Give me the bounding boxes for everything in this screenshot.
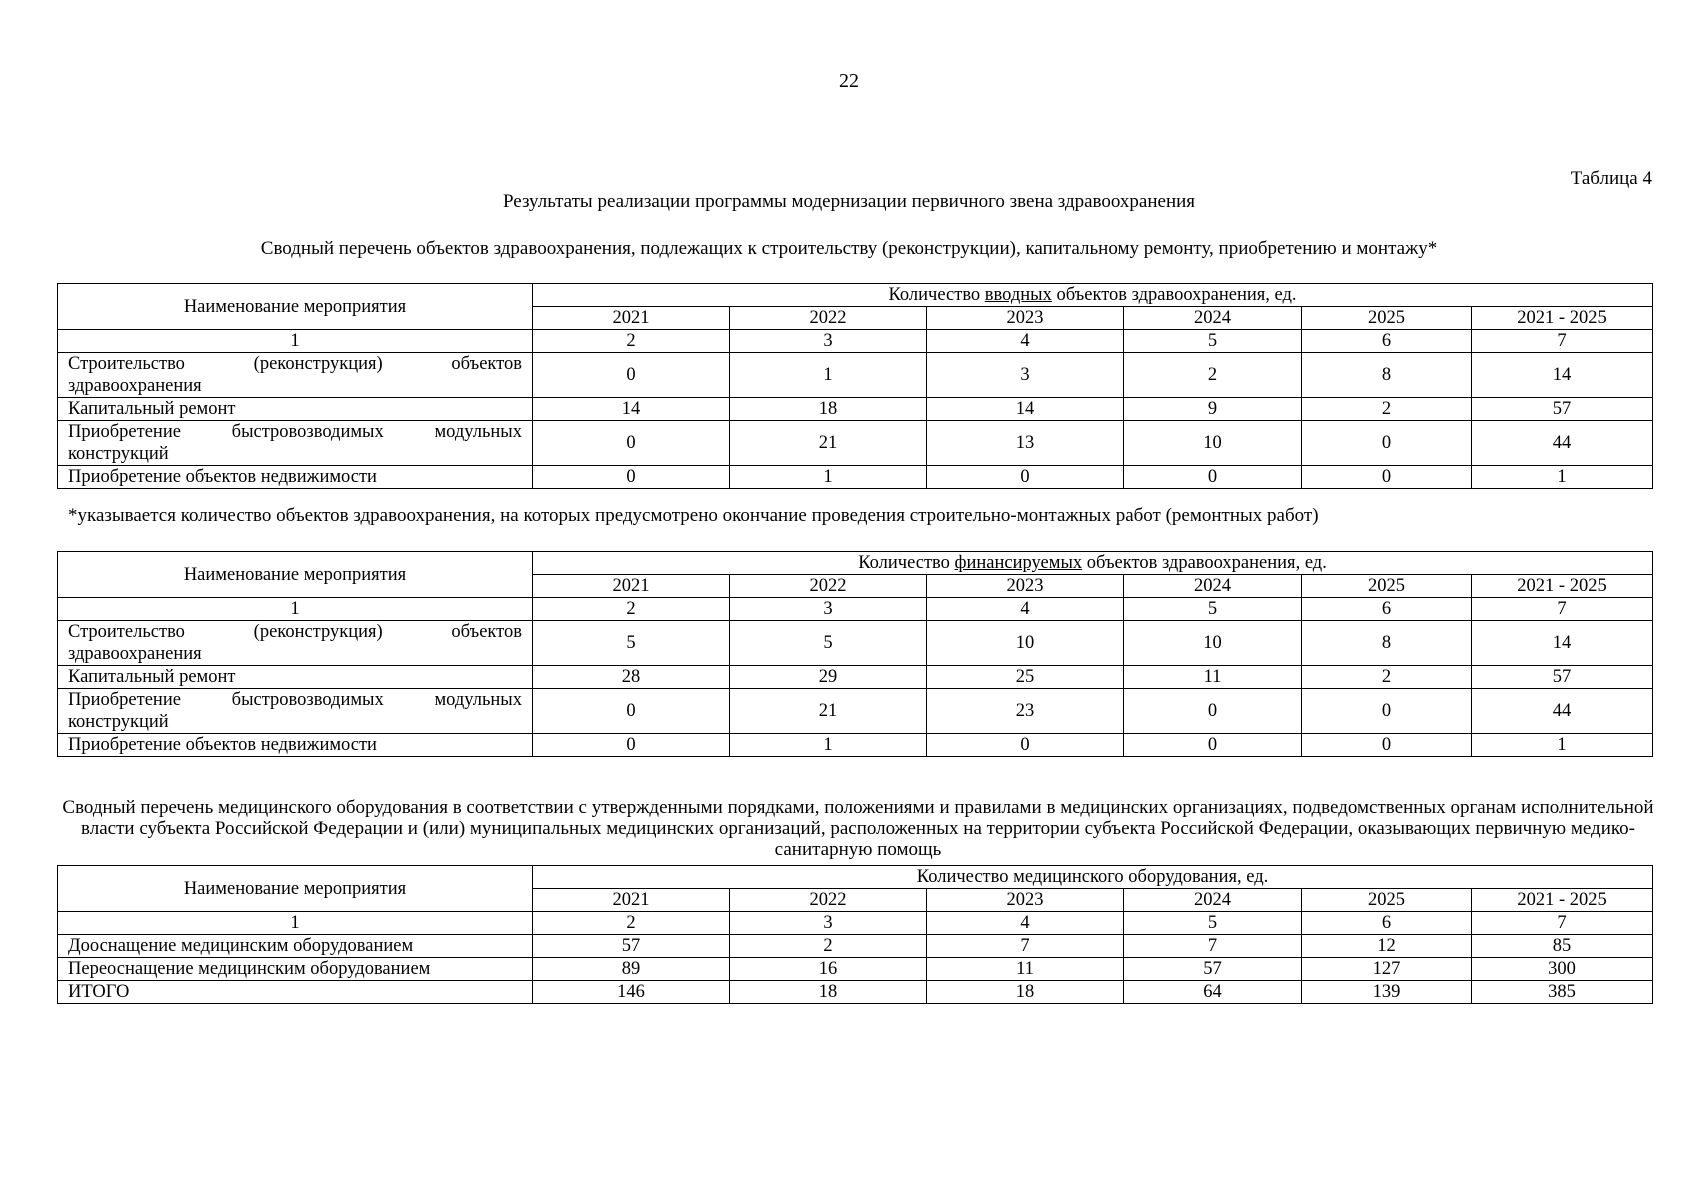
column-number: 3 xyxy=(730,330,927,353)
cell-value: 23 xyxy=(927,689,1124,734)
cell-value: 21 xyxy=(730,689,927,734)
cell-value: 1 xyxy=(1472,466,1653,489)
column-number: 5 xyxy=(1124,912,1302,935)
cell-value: 44 xyxy=(1472,421,1653,466)
table-row xyxy=(58,981,1653,1004)
column-number: 7 xyxy=(1472,598,1653,621)
cell-value: 14 xyxy=(533,398,730,421)
cell-value: 57 xyxy=(533,935,730,958)
column-number: 2 xyxy=(533,598,730,621)
header-row xyxy=(58,284,1653,307)
cell-value: 300 xyxy=(1472,958,1653,981)
cell-value: 13 xyxy=(927,421,1124,466)
cell-value: 385 xyxy=(1472,981,1653,1004)
year-header: 2025 xyxy=(1302,889,1472,912)
cell-value: 89 xyxy=(533,958,730,981)
medical-equipment-table xyxy=(57,865,1653,1004)
column-numbers-row xyxy=(58,598,1653,621)
cell-value: 12 xyxy=(1302,935,1472,958)
cell-value: 10 xyxy=(1124,621,1302,666)
year-header: 2024 xyxy=(1124,889,1302,912)
row-name: Дооснащение медицинским оборудованием xyxy=(58,935,533,958)
cell-value: 2 xyxy=(1124,353,1302,398)
cell-value: 127 xyxy=(1302,958,1472,981)
cell-value: 11 xyxy=(927,958,1124,981)
cell-value: 18 xyxy=(730,981,927,1004)
cell-value: 8 xyxy=(1302,621,1472,666)
table-row xyxy=(58,734,1653,757)
cell-value: 0 xyxy=(1124,466,1302,489)
year-header: 2021 xyxy=(533,575,730,598)
year-header: 2021 - 2025 xyxy=(1472,889,1653,912)
cell-value: 25 xyxy=(927,666,1124,689)
cell-value: 0 xyxy=(533,689,730,734)
year-header: 2021 xyxy=(533,307,730,330)
cell-value: 57 xyxy=(1124,958,1302,981)
group-header: Количество финансируемых объектов здравоохранения, ед. xyxy=(533,552,1653,575)
column-numbers-row xyxy=(58,912,1653,935)
group-header: Количество медицинского оборудования, ед. xyxy=(533,866,1653,889)
cell-value: 9 xyxy=(1124,398,1302,421)
name-column-header: Наименование мероприятия xyxy=(58,866,533,912)
cell-value: 57 xyxy=(1472,666,1653,689)
row-name: Строительство (реконструкция) объектов здравоохранения xyxy=(58,621,533,666)
cell-value: 28 xyxy=(533,666,730,689)
column-number: 3 xyxy=(730,598,927,621)
column-number: 1 xyxy=(58,912,533,935)
row-name: ИТОГО xyxy=(58,981,533,1004)
cell-value: 0 xyxy=(1302,689,1472,734)
year-header: 2023 xyxy=(927,575,1124,598)
column-number: 2 xyxy=(533,330,730,353)
column-number: 4 xyxy=(927,598,1124,621)
year-header: 2021 - 2025 xyxy=(1472,575,1653,598)
cell-value: 139 xyxy=(1302,981,1472,1004)
cell-value: 5 xyxy=(533,621,730,666)
cell-value: 7 xyxy=(927,935,1124,958)
cell-value: 5 xyxy=(730,621,927,666)
row-name: Приобретение объектов недвижимости xyxy=(58,466,533,489)
cell-value: 2 xyxy=(1302,666,1472,689)
year-header: 2023 xyxy=(927,889,1124,912)
cell-value: 0 xyxy=(1124,734,1302,757)
cell-value: 7 xyxy=(1124,935,1302,958)
cell-value: 0 xyxy=(927,466,1124,489)
table-row xyxy=(58,466,1653,489)
column-number: 1 xyxy=(58,330,533,353)
row-name: Капитальный ремонт xyxy=(58,666,533,689)
cell-value: 1 xyxy=(1472,734,1653,757)
cell-value: 0 xyxy=(927,734,1124,757)
column-number: 1 xyxy=(58,598,533,621)
cell-value: 10 xyxy=(1124,421,1302,466)
cell-value: 18 xyxy=(927,981,1124,1004)
year-header: 2021 xyxy=(533,889,730,912)
year-header: 2022 xyxy=(730,307,927,330)
cell-value: 0 xyxy=(1124,689,1302,734)
cell-value: 0 xyxy=(533,353,730,398)
year-header: 2022 xyxy=(730,889,927,912)
year-header: 2022 xyxy=(730,575,927,598)
row-name: Приобретение объектов недвижимости xyxy=(58,734,533,757)
cell-value: 1 xyxy=(730,353,927,398)
column-number: 5 xyxy=(1124,598,1302,621)
cell-value: 0 xyxy=(533,734,730,757)
header-row xyxy=(58,866,1653,889)
column-number: 6 xyxy=(1302,912,1472,935)
row-name: Приобретение быстровозводимых модульных конструкций xyxy=(58,421,533,466)
page-number: 22 xyxy=(839,70,859,92)
cell-value: 29 xyxy=(730,666,927,689)
header-row xyxy=(58,552,1653,575)
table-row xyxy=(58,353,1653,398)
page-title: Результаты реализации программы модернизации первичного звена здравоохранения xyxy=(502,191,1196,212)
year-header: 2023 xyxy=(927,307,1124,330)
column-number: 3 xyxy=(730,912,927,935)
year-header: 2021 - 2025 xyxy=(1472,307,1653,330)
table-row xyxy=(58,689,1653,734)
cell-value: 85 xyxy=(1472,935,1653,958)
column-number: 7 xyxy=(1472,330,1653,353)
row-name: Капитальный ремонт xyxy=(58,398,533,421)
name-column-header: Наименование мероприятия xyxy=(58,552,533,598)
table-row xyxy=(58,958,1653,981)
equipment-subtitle: Сводный перечень медицинского оборудования в соответствии с утвержденными порядками, положениями и правилами в медицинских организациях, подведомственных органам исполнительной власти субъекта Российской Федерации и (или) муниципальных медицинских организаций, расположенных на территории субъекта Российской Федерации, оказывающих первичную медико-санитарную помощь xyxy=(62,797,1654,860)
cell-value: 1 xyxy=(730,466,927,489)
row-name: Приобретение быстровозводимых модульных конструкций xyxy=(58,689,533,734)
cell-value: 0 xyxy=(1302,734,1472,757)
cell-value: 1 xyxy=(730,734,927,757)
column-number: 6 xyxy=(1302,330,1472,353)
row-name: Переоснащение медицинским оборудованием xyxy=(58,958,533,981)
cell-value: 3 xyxy=(927,353,1124,398)
cell-value: 2 xyxy=(1302,398,1472,421)
footnote: *указывается количество объектов здравоохранения, на которых предусмотрено окончание проведения строительно-монтажных работ (ремонтных работ) xyxy=(68,505,1319,526)
column-number: 2 xyxy=(533,912,730,935)
cell-value: 14 xyxy=(1472,621,1653,666)
table-row xyxy=(58,398,1653,421)
year-header: 2024 xyxy=(1124,307,1302,330)
cell-value: 16 xyxy=(730,958,927,981)
cell-value: 11 xyxy=(1124,666,1302,689)
cell-value: 0 xyxy=(1302,466,1472,489)
cell-value: 57 xyxy=(1472,398,1653,421)
cell-value: 0 xyxy=(1302,421,1472,466)
cell-value: 21 xyxy=(730,421,927,466)
cell-value: 0 xyxy=(533,466,730,489)
table-label: Таблица 4 xyxy=(1570,168,1652,189)
cell-value: 8 xyxy=(1302,353,1472,398)
row-name: Строительство (реконструкция) объектов здравоохранения xyxy=(58,353,533,398)
facilities-subtitle: Сводный перечень объектов здравоохранения, подлежащих к строительству (реконструкции), капитальному ремонту, приобретению и монтажу* xyxy=(260,238,1438,259)
table-row xyxy=(58,666,1653,689)
cell-value: 0 xyxy=(533,421,730,466)
table-row xyxy=(58,621,1653,666)
cell-value: 146 xyxy=(533,981,730,1004)
column-numbers-row xyxy=(58,330,1653,353)
year-header: 2025 xyxy=(1302,307,1472,330)
financed-facilities-table xyxy=(57,551,1653,757)
name-column-header: Наименование мероприятия xyxy=(58,284,533,330)
table-row xyxy=(58,421,1653,466)
column-number: 4 xyxy=(927,330,1124,353)
year-header: 2024 xyxy=(1124,575,1302,598)
cell-value: 2 xyxy=(730,935,927,958)
cell-value: 10 xyxy=(927,621,1124,666)
column-number: 4 xyxy=(927,912,1124,935)
cell-value: 64 xyxy=(1124,981,1302,1004)
column-number: 5 xyxy=(1124,330,1302,353)
group-header: Количество вводных объектов здравоохранения, ед. xyxy=(533,284,1653,307)
cell-value: 44 xyxy=(1472,689,1653,734)
cell-value: 14 xyxy=(1472,353,1653,398)
column-number: 7 xyxy=(1472,912,1653,935)
cell-value: 18 xyxy=(730,398,927,421)
column-number: 6 xyxy=(1302,598,1472,621)
year-header: 2025 xyxy=(1302,575,1472,598)
table-row xyxy=(58,935,1653,958)
commissioned-facilities-table xyxy=(57,283,1653,489)
cell-value: 14 xyxy=(927,398,1124,421)
